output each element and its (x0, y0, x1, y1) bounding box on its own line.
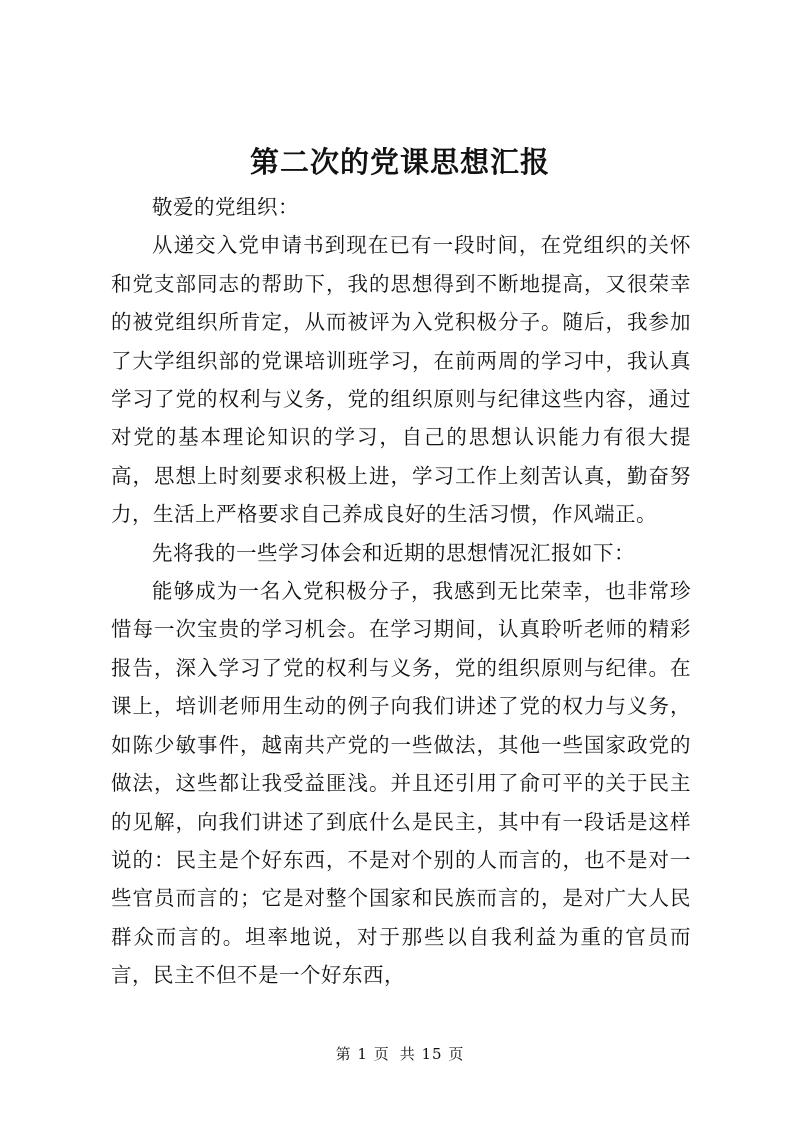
document-title: 第二次的党课思想汇报 (249, 145, 550, 179)
paragraph-1: 从递交入党申请书到现在已有一段时间，在党组织的关怀和党支部同志的帮助下，我的思想得到不断地提高，又很荣幸的被党组织所肯定，从而被评为入党积极分子。随后，我参加了大学组织部的党课培训班学习，在前两周的学习中，我认真学习了党的权利与义务，党的组织原则与纪律这些内容，通过对党的基本理论知识的学习，自己的思想认识能力有很大提高，思想上时刻要求积极上进，学习工作上刻苦认真，勤奋努力，生活上严格要求自己养成良好的生活习惯，作风端正。 (111, 233, 691, 527)
paragraph-2: 先将我的一些学习体会和近期的思想情况汇报如下： (152, 540, 635, 565)
page-number: 第 1 页 (335, 1045, 390, 1063)
page-total: 共 15 页 (399, 1045, 465, 1063)
document-body (111, 188, 691, 995)
salutation: 敬爱的党组织： (152, 195, 299, 219)
page-footer (0, 1044, 800, 1064)
paragraph-3: 能够成为一名入党积极分子，我感到无比荣幸，也非常珍惜每一次宝贵的学习机会。在学习期间，认真聆听老师的精彩报告，深入学习了党的权利与义务，党的组织原则与纪律。在课上，培训老师用生动的例子向我们讲述了党的权力与义务，如陈少敏事件，越南共产党的一些做法，其他一些国家政党的做法，这些都让我受益匪浅。并且还引用了俞可平的关于民主的见解，向我们讲述了到底什么是民主，其中有一段话是这样说的：民主是个好东西，不是对个别的人而言的，也不是对一些官员而言的；它是对整个国家和民族而言的，是对广大人民群众而言的。坦率地说，对于那些以自我利益为重的官员而言，民主不但不是一个好东西， (111, 579, 691, 988)
